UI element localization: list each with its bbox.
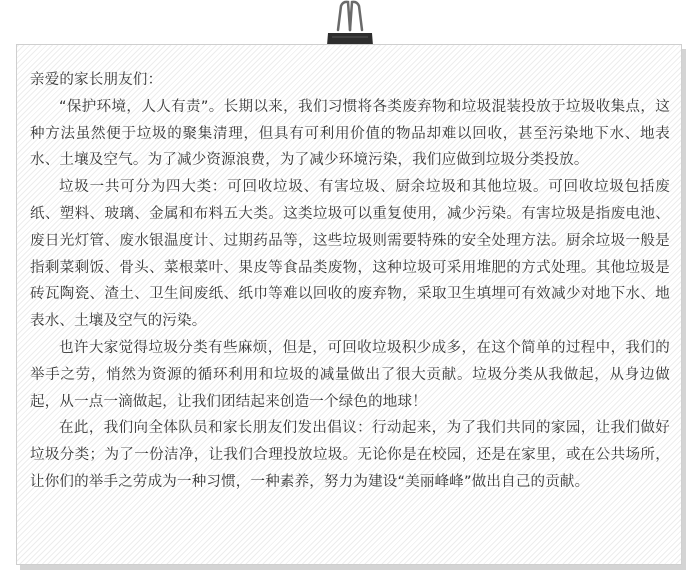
letter-card [16, 44, 682, 565]
paragraph-1: “保护环境，人人有责”。长期以来，我们习惯将各类废弃物和垃圾混装投放于垃圾收集点，这种方法虽然便于垃圾的聚集清理，但具有可利用价值的物品却难以回收，甚至污染地下水、地表水、土壤及空气。为了减少资源浪费，为了减少环境污染，我们应做到垃圾分类投放。 [30, 98, 670, 169]
paragraph-3: 也许大家觉得垃圾分类有些麻烦，但是，可回收垃圾积少成多，在这个简单的过程中，我们的举手之劳，悄然为资源的循环利用和垃圾的减量做出了很大贡献。垃圾分类从我做起，从身边做起，从一点一滴做起，让我们团结起来创造一个绿色的地球！ [30, 339, 670, 410]
paragraph-4: 在此，我们向全体队员和家长朋友们发出倡议：行动起来，为了我们共同的家园，让我们做好垃圾分类；为了一份洁净，让我们合理投放垃圾。无论你是在校园，还是在家里，或在公共场所，让你们的举手之劳成为一种习惯，一种素养，努力为建设“美丽峰峰”做出自己的贡献。 [30, 420, 670, 490]
salutation: 亲爱的家长朋友们： [30, 72, 163, 88]
paragraph-2: 垃圾一共可分为四大类：可回收垃圾、有害垃圾、厨余垃圾和其他垃圾。可回收垃圾包括废纸、塑料、玻璃、金属和布料五大类。这类垃圾可以重复使用，减少污染。有害垃圾是指废电池、废日光灯管、废水银温度计、过期药品等，这些垃圾则需要特殊的安全处理方法。厨余垃圾一般是指剩菜剩饭、骨头、菜根菜叶、果皮等食品类废物，这种垃圾可采用堆肥的方式处理。其他垃圾是砖瓦陶瓷、渣土、卫生间废纸、纸巾等难以回收的废弃物，采取卫生填埋可有效减少对地下水、地表水、土壤及空气的污染。 [30, 179, 670, 330]
letter-body [30, 67, 670, 496]
